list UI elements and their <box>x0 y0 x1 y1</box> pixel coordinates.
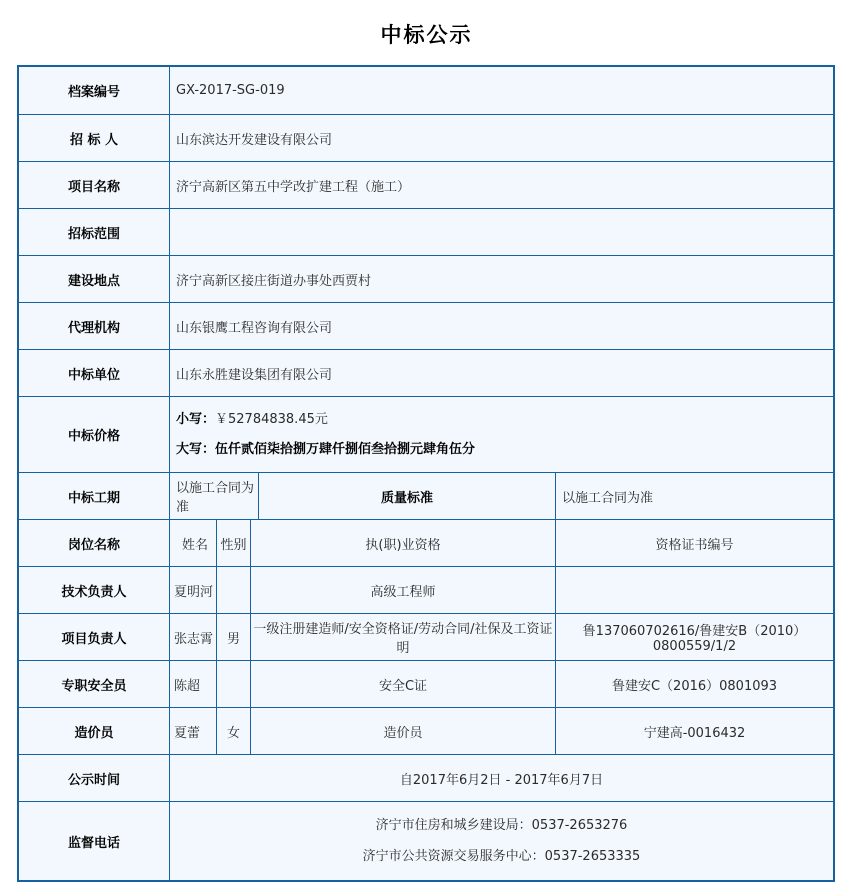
row-label: 档案编号 <box>67 85 120 100</box>
person-qualification: 安全C证 <box>250 661 555 707</box>
row-value: 济宁高新区第五中学改扩建工程（施工） <box>169 162 833 208</box>
row-value: 济宁高新区接庄街道办事处西贾村 <box>169 256 833 302</box>
person-qualification: 一级注册建造师/安全资格证/劳动合同/社保及工资证明 <box>250 614 555 660</box>
person-gender: 女 <box>216 708 250 754</box>
person-name: 陈超 <box>169 661 216 707</box>
price-words-value: 伍仟贰佰柒拾捌万肆仟捌佰叁拾捌元肆角伍分 <box>215 441 476 457</box>
person-cert-no: 宁建高-0016432 <box>555 708 833 754</box>
personnel-header-row <box>19 519 833 566</box>
announcement-table <box>17 65 835 882</box>
person-name: 夏蕾 <box>169 708 216 754</box>
personnel-row-project-leader <box>19 613 833 660</box>
personnel-row-safety-officer <box>19 660 833 707</box>
table-row-agency <box>19 302 833 349</box>
table-row-archive-no <box>19 67 833 114</box>
person-gender: 男 <box>216 614 250 660</box>
personnel-header-gender: 性别 <box>216 520 250 566</box>
person-qualification: 高级工程师 <box>250 567 555 613</box>
person-cert-no <box>555 567 833 613</box>
bid-price-value <box>169 397 833 472</box>
phone-line-trading-center: 济宁市公共资源交易服务中心：0537-2653335 <box>362 848 641 864</box>
price-numeric-line <box>176 412 328 428</box>
personnel-header-qualification: 执(职)业资格 <box>250 520 555 566</box>
person-cert-no: 鲁137060702616/鲁建安B（2010）0800559/1/2 <box>555 614 833 660</box>
row-label: 监督电话 <box>67 835 120 851</box>
table-row-supervision-phone <box>19 801 833 880</box>
table-row-notice-period <box>19 754 833 801</box>
row-label: 项目负责人 <box>61 631 127 647</box>
person-name: 张志霄 <box>169 614 216 660</box>
price-numeric-label: 小写： <box>176 411 216 427</box>
personnel-header-cert-no: 资格证书编号 <box>555 520 833 566</box>
duration-value: 以施工合同为准 <box>169 473 258 519</box>
personnel-header-name: 姓名 <box>169 520 216 566</box>
person-cert-no: 鲁建安C（2016）0801093 <box>555 661 833 707</box>
row-label: 公示时间 <box>67 772 120 788</box>
row-label: 中标价格 <box>67 429 120 444</box>
table-row-location <box>19 255 833 302</box>
person-name: 夏明河 <box>169 567 216 613</box>
row-value <box>169 209 833 255</box>
personnel-row-technical-leader <box>19 566 833 613</box>
row-label: 项目名称 <box>67 179 120 195</box>
row-label: 代理机构 <box>67 320 120 336</box>
row-value: 山东滨达开发建设有限公司 <box>169 115 833 161</box>
row-label: 招 标 人 <box>69 132 119 148</box>
row-label: 建设地点 <box>67 273 120 289</box>
row-label: 造价员 <box>74 725 114 741</box>
supervision-phone-value <box>169 802 833 880</box>
page-title: 中标公示 <box>380 23 473 47</box>
table-row-winning-bidder <box>19 349 833 396</box>
table-row-tenderer <box>19 114 833 161</box>
quality-standard-value: 以施工合同为准 <box>555 473 833 519</box>
row-label: 中标单位 <box>67 367 120 383</box>
price-words-label: 大写： <box>176 441 216 457</box>
table-row-duration <box>19 472 833 519</box>
row-value: 山东银鹰工程咨询有限公司 <box>169 303 833 349</box>
person-gender <box>216 661 250 707</box>
table-row-tender-scope <box>19 208 833 255</box>
phone-line-housing-bureau: 济宁市住房和城乡建设局：0537-2653276 <box>375 817 628 833</box>
quality-standard-label: 质量标准 <box>258 473 555 519</box>
row-label: 招标范围 <box>67 226 120 242</box>
row-label: 专职安全员 <box>61 678 127 694</box>
notice-period-value: 自2017年6月2日 - 2017年6月7日 <box>169 755 833 801</box>
row-label: 技术负责人 <box>61 584 127 600</box>
row-label: 中标工期 <box>67 490 120 506</box>
person-qualification: 造价员 <box>250 708 555 754</box>
personnel-row-cost-estimator <box>19 707 833 754</box>
price-words-line <box>176 442 475 458</box>
table-row-bid-price <box>19 396 833 472</box>
row-value: GX-2017-SG-019 <box>169 67 833 114</box>
price-numeric-value: ￥52784838.45元 <box>215 411 328 427</box>
row-value: 山东永胜建设集团有限公司 <box>169 350 833 396</box>
person-gender <box>216 567 250 613</box>
table-row-project-name <box>19 161 833 208</box>
personnel-header-position: 岗位名称 <box>67 537 120 553</box>
